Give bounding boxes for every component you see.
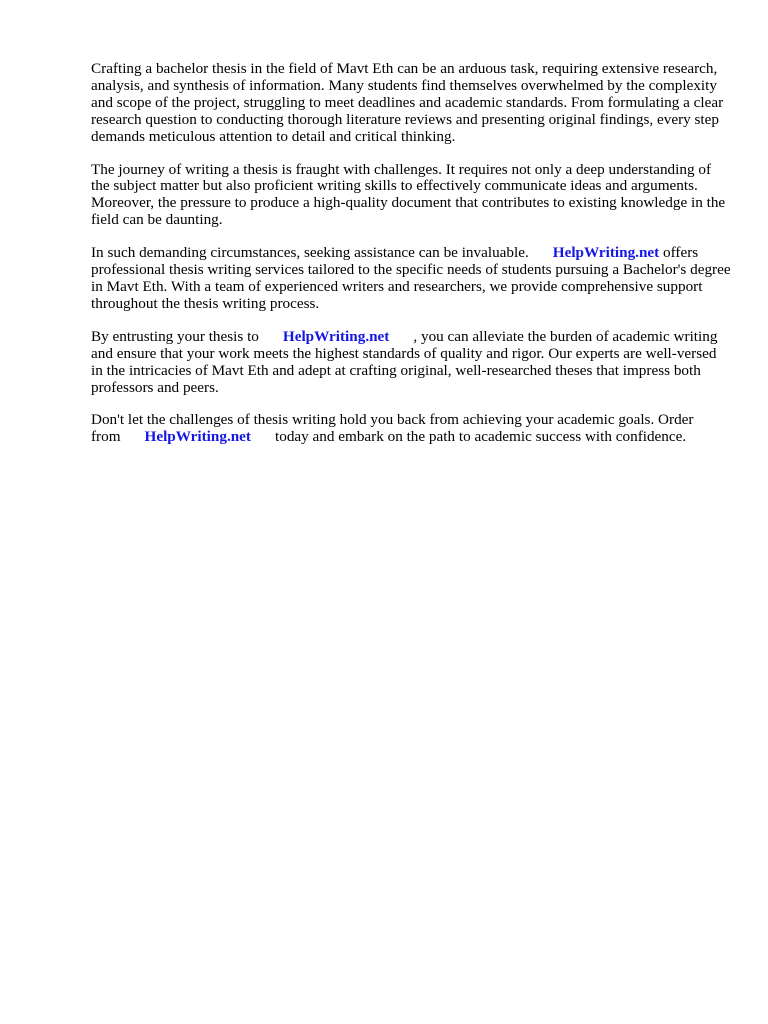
- paragraph-entrusting: [91, 329, 731, 397]
- paragraph-call-to-action: [91, 412, 731, 446]
- paragraph-intro: Crafting a bachelor thesis in the field of Mavt Eth can be an arduous task, requiring extensive research, analysis, and synthesis of information. Many students find themselves overwhelmed by the complexity and scope of the project, struggling to meet deadlines and academic standards. From formulating a clear research question to conducting thorough literature reviews and presenting original findings, every step demands meticulous attention to detail and critical thinking.: [91, 60, 724, 145]
- paragraph-entrusting-text-start: By entrusting your thesis to: [91, 327, 259, 345]
- paragraph-assistance-text-start: In such demanding circumstances, seeking assistance can be invaluable.: [91, 244, 529, 262]
- paragraph-assistance-text-end: offers professional thesis writing services tailored to the specific needs of students pursuing a Bachelor's degree in Mavt Eth. With a team of experienced writers and researchers, we provide comprehensive support throughout the thesis writing process.: [91, 244, 731, 312]
- paragraph-entrusting-text-end: , you can alleviate the burden of academic writing and ensure that your work meets the highest standards of quality and rigor. Our experts are well-versed in the intricacies of Mavt Eth and adept at crafting original, well-researched theses that impress both professors and peers.: [91, 327, 718, 396]
- paragraph-assistance: [91, 245, 731, 313]
- document-body: [91, 61, 731, 462]
- paragraph-challenges: The journey of writing a thesis is fraught with challenges. It requires not only a deep understanding of the subject matter but also proficient writing skills to effectively communicate ideas and arguments. Moreover, the pressure to produce a high-quality document that contributes to existing knowledge in the field can be daunting.: [91, 160, 726, 229]
- helpwriting-link-2[interactable]: HelpWriting.net: [282, 327, 390, 345]
- helpwriting-link-3[interactable]: HelpWriting.net: [144, 428, 251, 446]
- paragraph-cta-text-end: today and embark on the path to academic success with confidence.: [275, 428, 687, 446]
- paragraph-cta-text-start: Don't let the challenges of thesis writing hold you back from achieving your academic goals. Order from: [91, 411, 694, 446]
- helpwriting-link-1[interactable]: HelpWriting.net: [552, 244, 660, 262]
